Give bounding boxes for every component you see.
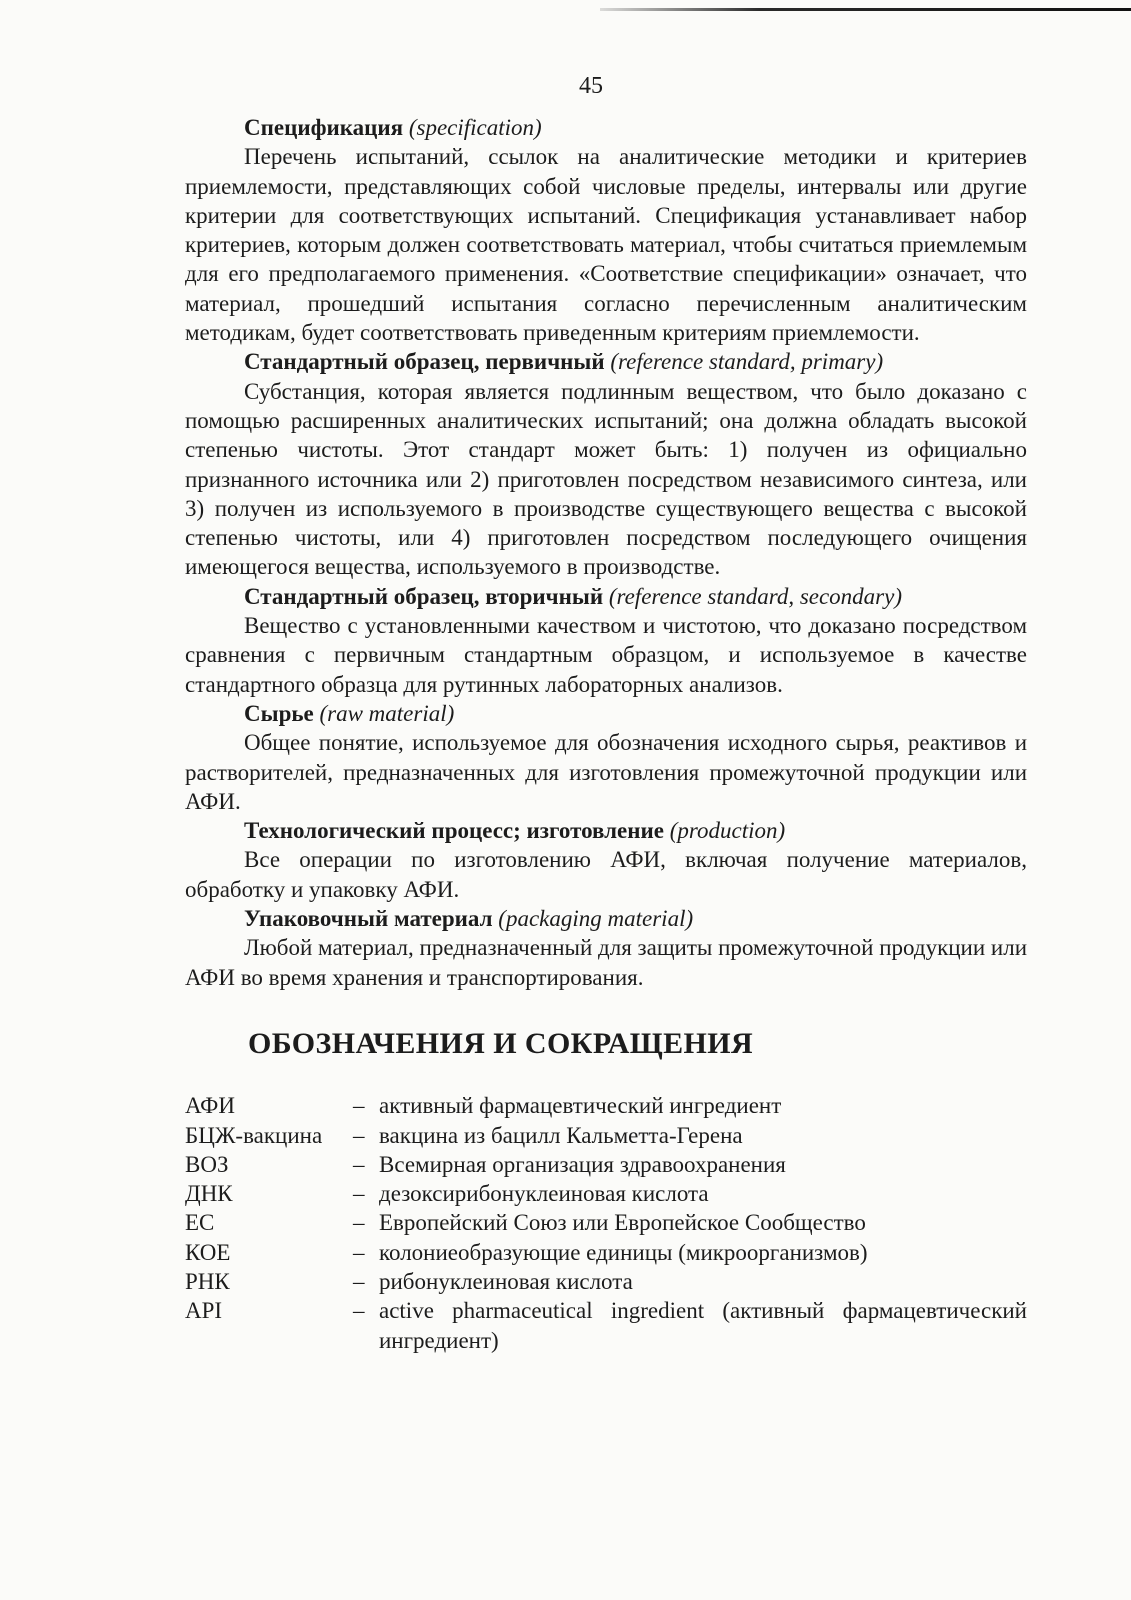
term-name: Упаковочный материал	[244, 906, 493, 932]
abbreviations-section-title: ОБОЗНАЧЕНИЯ И СОКРАЩЕНИЯ	[248, 1026, 754, 1060]
term-name: Спецификация	[244, 115, 404, 140]
term-definition: Субстанция, которая является подлинным веществом, что было доказано с помощью расширенных аналитических испытаний; она должна обладать высокой степенью чистоты. Этот стандарт может быть: 1) получен из официально признанного источника или 2) приготовлен посредством независимого синтеза, или 3) получен из используемого в производстве существующего вещества с высокой степенью чистоты, или 4) приготовлен посредством последующего очищения имеющегося вещества, используемого в производстве.	[185, 378, 1027, 580]
document-body	[185, 113, 1027, 1355]
term-translation: (raw material)	[319, 700, 455, 726]
abbreviation-row	[185, 1179, 1027, 1208]
glossary-entry-raw-material	[185, 699, 1027, 816]
abbreviation-code: ЕС	[185, 1210, 215, 1236]
abbreviation-meaning: рибонуклеиновая кислота	[379, 1268, 633, 1294]
term-translation: (packaging material)	[498, 906, 694, 932]
abbreviation-row	[185, 1267, 1027, 1296]
term-definition: Все операции по изготовлению АФИ, включая получение материалов, обработку и упаковку АФИ.	[185, 847, 1027, 902]
abbreviation-row	[185, 1208, 1027, 1237]
abbreviation-dash: –	[353, 1210, 365, 1236]
abbreviation-code: РНК	[185, 1268, 230, 1294]
abbreviation-dash: –	[353, 1298, 365, 1324]
term-definition: Общее понятие, используемое для обозначения исходного сырья, реактивов и растворителей, предназначенных для изготовления промежуточной продукции или АФИ.	[185, 730, 1027, 814]
term-translation: (reference standard, secondary)	[608, 583, 903, 609]
abbreviation-code: ДНК	[185, 1181, 233, 1207]
abbreviation-row	[185, 1121, 1027, 1150]
glossary-entry-production	[185, 816, 1027, 904]
term-heading	[244, 347, 1027, 376]
abbreviation-meaning: колониеобразующие единицы (микроорганизмов)	[379, 1239, 868, 1265]
page-number: 45	[579, 73, 603, 99]
term-heading	[244, 816, 1027, 845]
abbreviation-code: API	[185, 1298, 223, 1324]
term-definition: Вещество с установленными качеством и чистотою, что доказано посредством сравнения с первичным стандартным образцом, и используемое в качестве стандартного образца для рутинных лабораторных анализов.	[185, 613, 1027, 697]
abbreviation-row	[185, 1296, 1027, 1355]
term-definition: Перечень испытаний, ссылок на аналитические методики и критериев приемлемости, представляющих собой числовые пределы, интервалы или другие критерии для соответствующих испытаний. Спецификация устанавливает набор критериев, которым должен соответствовать материал, чтобы считаться приемлемым для его предполагаемого применения. «Соответствие спецификации» означает, что материал, прошедший испытания согласно перечисленным аналитическим методикам, будет соответствовать приведенным критериям приемлемости.	[185, 144, 1027, 346]
term-heading	[244, 904, 1027, 933]
abbreviation-meaning: active pharmaceutical ingredient (активный фармацевтический ингредиент)	[379, 1298, 1027, 1353]
term-heading	[244, 113, 1027, 142]
abbreviation-meaning: активный фармацевтический ингредиент	[379, 1093, 782, 1119]
abbreviation-dash: –	[353, 1268, 365, 1294]
abbreviation-dash: –	[353, 1239, 365, 1265]
term-definition: Любой материал, предназначенный для защиты промежуточной продукции или АФИ во время хранения и транспортирования.	[185, 935, 1028, 990]
abbreviation-code: КОЕ	[185, 1239, 231, 1265]
glossary-entry-reference-standard-secondary	[185, 582, 1027, 699]
abbreviation-row	[185, 1150, 1027, 1179]
term-name: Сырье	[244, 700, 314, 726]
glossary-entry-reference-standard-primary	[185, 347, 1027, 581]
term-name: Стандартный образец, первичный	[244, 349, 605, 375]
abbreviation-row	[185, 1091, 1027, 1120]
term-name: Стандартный образец, вторичный	[244, 583, 604, 609]
abbreviation-row	[185, 1238, 1027, 1267]
abbreviation-meaning: Всемирная организация здравоохранения	[379, 1151, 786, 1177]
term-name: Технологический процесс; изготовление	[244, 818, 664, 844]
term-translation: (reference standard, primary)	[610, 349, 884, 375]
abbreviations-table	[185, 1091, 1027, 1355]
glossary-entry-packaging-material	[185, 904, 1027, 992]
term-heading	[244, 699, 1027, 728]
abbreviation-meaning: Европейский Союз или Европейское Сообщество	[379, 1210, 866, 1236]
term-translation: (specification)	[408, 115, 542, 140]
abbreviation-code: ВОЗ	[185, 1151, 229, 1177]
scan-edge-line	[600, 8, 1131, 11]
abbreviation-dash: –	[353, 1093, 365, 1119]
term-translation: (production)	[669, 818, 786, 844]
abbreviation-meaning: вакцина из бацилл Кальметта-Герена	[379, 1122, 743, 1148]
glossary-entry-specification	[185, 113, 1027, 347]
abbreviation-code: БЦЖ-вакцина	[185, 1122, 323, 1148]
abbreviation-code: АФИ	[185, 1093, 235, 1119]
abbreviation-meaning: дезоксирибонуклеиновая кислота	[379, 1181, 709, 1207]
abbreviation-dash: –	[353, 1181, 365, 1207]
abbreviation-dash: –	[353, 1122, 365, 1148]
term-heading	[244, 582, 1027, 611]
abbreviation-dash: –	[353, 1151, 365, 1177]
